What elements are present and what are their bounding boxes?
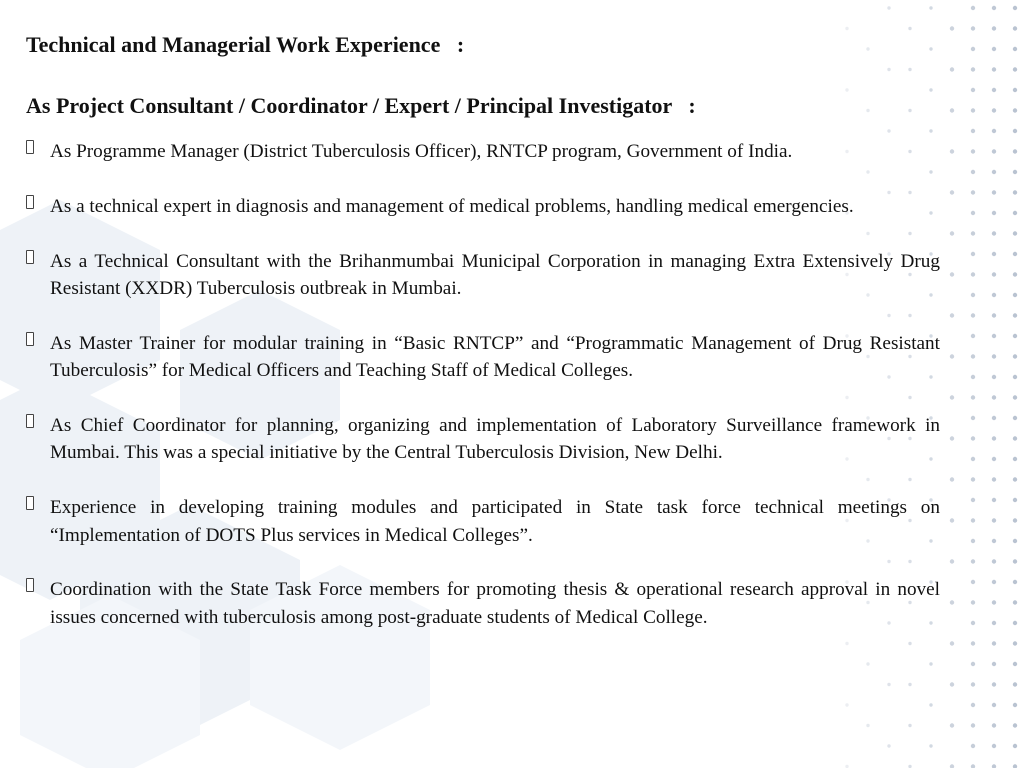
bullet-marker-icon [26,496,34,510]
list-item [26,138,940,165]
bullet-marker-icon [26,332,34,346]
list-item [26,412,940,467]
bullet-marker-icon [26,578,34,592]
experience-list [26,138,940,631]
list-item [26,193,940,220]
list-item [26,576,940,631]
bullet-marker-icon [26,414,34,428]
list-item-text: As a technical expert in diagnosis and management of medical problems, handling medical emergencies. [50,195,854,217]
list-item [26,248,940,303]
list-item-text: Coordination with the State Task Force members for promoting thesis & operational research approval in novel issues concerned with tuberculosis among post-graduate students of Medical College. [50,579,940,628]
list-item [26,494,940,549]
bullet-marker-icon [26,250,34,264]
list-item-text: As Programme Manager (District Tuberculosis Officer), RNTCP program, Government of India. [50,141,793,162]
section-heading: Technical and Managerial Work Experience : [26,32,465,57]
list-item-text: As Chief Coordinator for planning, organizing and implementation of Laboratory Surveillance framework in Mumbai. This was a special initiative by the Central Tuberculosis Division, New Delhi. [50,415,940,464]
subsection-heading: As Project Consultant / Coordinator / Expert / Principal Investigator : [26,93,696,118]
bullet-marker-icon [26,140,34,154]
bullet-marker-icon [26,195,34,209]
list-item-text: Experience in developing training modules and participated in State task force technical meetings on “Implementation of DOTS Plus services in Medical Colleges”. [50,497,940,546]
list-item-text: As a Technical Consultant with the Brihanmumbai Municipal Corporation in managing Extra Extensively Drug Resistant (XXDR) Tuberculosis outbreak in Mumbai. [50,250,940,299]
list-item-text: As Master Trainer for modular training in “Basic RNTCP” and “Programmatic Management of Drug Resistant Tuberculosis” for Medical Officers and Teaching Staff of Medical Colleges. [50,332,940,382]
list-item [26,330,940,385]
slide-content [26,30,940,659]
